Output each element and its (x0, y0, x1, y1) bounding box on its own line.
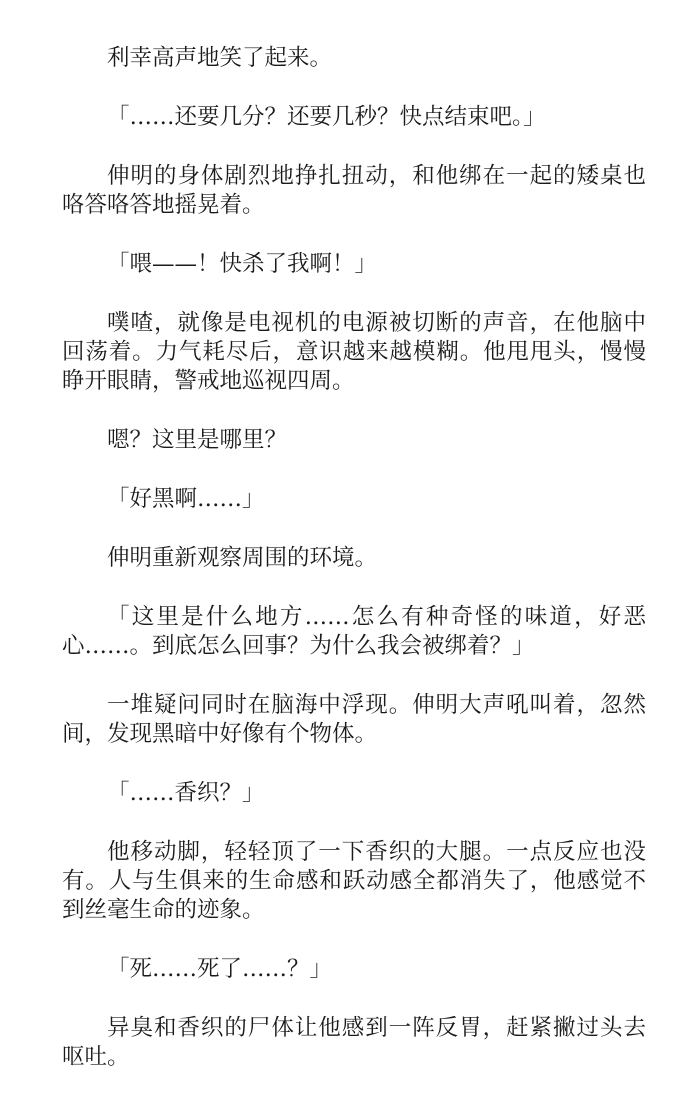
paragraph: 一堆疑问同时在脑海中浮现。伸明大声吼叫着，忽然间，发现黑暗中好像有个物体。 (62, 692, 646, 747)
paragraph: 噗喳，就像是电视机的电源被切断的声音，在他脑中回荡着。力气耗尽后，意识越来越模糊。他甩甩头，慢慢睁开眼睛，警戒地巡视四周。 (62, 310, 646, 394)
body-text (62, 44, 646, 1102)
paragraph: 「……还要几分？还要几秒？快点结束吧。」 (107, 104, 546, 130)
paragraph: 嗯？这里是哪里？ (107, 427, 288, 453)
paragraph: 他移动脚，轻轻顶了一下香织的大腿。一点反应也没有。人与生俱来的生命感和跃动感全都消失了，他感觉不到丝毫生命的迹象。 (62, 839, 646, 923)
paragraph: 伸明重新观察周围的环境。 (107, 545, 378, 571)
paragraph: 异臭和香织的尸体让他感到一阵反胃，赶紧撇过头去呕吐。 (62, 1015, 646, 1070)
paragraph: 「死……死了……？」 (107, 956, 333, 982)
paragraph: 利幸高声地笑了起来。 (107, 45, 333, 71)
paragraph: 「这里是什么地方……怎么有种奇怪的味道，好恶心……。到底怎么回事？为什么我会被绑着？」 (62, 604, 646, 659)
paragraph: 伸明的身体剧烈地挣扎扭动，和他绑在一起的矮桌也咯答咯答地摇晃着。 (62, 163, 646, 218)
paragraph: 「……香织？」 (107, 780, 265, 806)
paragraph: 「好黑啊……」 (107, 486, 265, 512)
paragraph: 「喂——！快杀了我啊！」 (107, 251, 378, 277)
